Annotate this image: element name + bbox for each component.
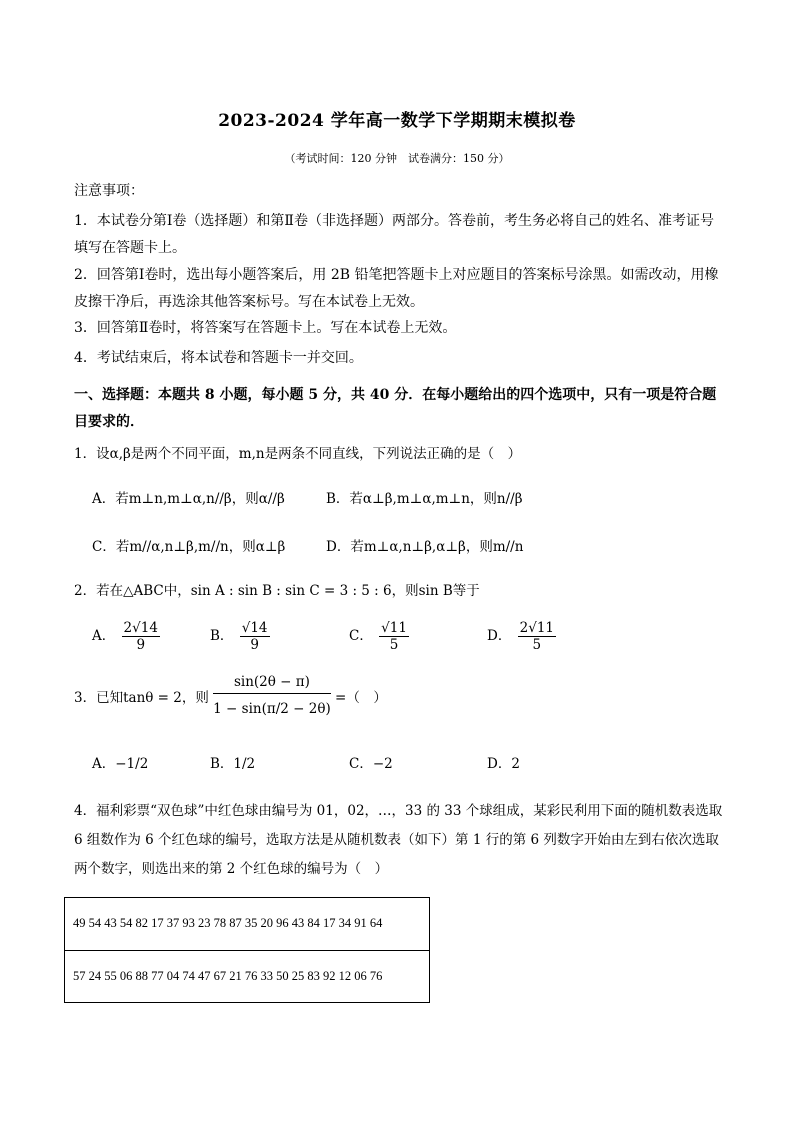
- question-3-option-b: B．1/2: [210, 756, 256, 772]
- question-3-option-c: C．−2: [349, 756, 393, 772]
- question-2-option-b: [210, 620, 272, 653]
- question-3-fraction: [213, 673, 331, 724]
- random-number-table: [64, 897, 430, 1003]
- question-2-option-a: [92, 620, 162, 653]
- denominator: 5: [389, 637, 399, 653]
- denominator: 1 − sin(π/2 − 2θ): [213, 701, 331, 717]
- option-label: B．: [210, 628, 234, 644]
- fraction: [240, 620, 270, 653]
- question-2-option-c: [349, 620, 411, 653]
- option-label: C．: [349, 628, 373, 644]
- notes-heading: 注意事项：: [74, 183, 144, 199]
- question-1-option-c: C．若m//α,n⊥β,m//n，则α⊥β: [92, 539, 286, 555]
- table-row: 49 54 43 54 82 17 37 93 23 78 87 35 20 96 43 84 17 34 91 64: [73, 916, 383, 930]
- numerator: 2√14: [123, 620, 158, 636]
- note-item-4: 4．考试结束后，将本试卷和答题卡一并交回。: [74, 350, 363, 366]
- numerator: √14: [241, 620, 268, 636]
- exam-title: 2023-2024 学年高一数学下学期期末模拟卷: [218, 111, 576, 131]
- question-1-option-a: A．若m⊥n,m⊥α,n//β，则α//β: [92, 491, 285, 507]
- option-label: A．: [92, 628, 116, 644]
- question-3-option-a: A．−1/2: [92, 756, 149, 772]
- exam-subtitle: （考试时间：120 分钟 试卷满分：150 分）: [284, 152, 510, 165]
- fraction: [122, 620, 160, 653]
- option-label: D．: [487, 628, 512, 644]
- question-1-option-b: B．若α⊥β,m⊥α,m⊥n，则n//β: [326, 491, 523, 507]
- note-item-3: 3．回答第Ⅱ卷时，将答案写在答题卡上。写在本试卷上无效。: [74, 320, 457, 336]
- question-2-stem: 2．若在△ABC中，sin A : sin B : sin C = 3 : 5 : 6，则sin B等于: [74, 583, 480, 599]
- question-3-option-d: D．2: [487, 756, 520, 772]
- question-3-suffix: =（ ）: [335, 690, 387, 706]
- question-1-option-d: D．若m⊥α,n⊥β,α⊥β，则m//n: [326, 539, 524, 555]
- numerator: 2√11: [519, 620, 554, 636]
- question-3-prefix: 3．已知tanθ = 2，则: [74, 690, 209, 706]
- denominator: 9: [250, 637, 259, 653]
- section-heading: 一、选择题：本题共 8 小题，每小题 5 分，共 40 分．在每小题给出的四个选项中，只有一项是符合题目要求的．: [74, 387, 717, 430]
- numerator: √11: [381, 620, 407, 636]
- question-1-stem: 1．设α,β是两个不同平面，m,n是两条不同直线，下列说法正确的是（ ）: [74, 446, 522, 462]
- note-item-1: 1．本试卷分第Ⅰ卷（选择题）和第Ⅱ卷（非选择题）两部分。答卷前，考生务必将自己的姓名、准考证号填写在答题卡上。: [74, 213, 714, 256]
- question-3-stem: [74, 673, 387, 724]
- question-2-option-d: [487, 620, 558, 653]
- fraction: [518, 620, 556, 653]
- note-item-2: 2．回答第Ⅰ卷时，选出每小题答案后，用 2B 铅笔把答题卡上对应题目的答案标号涂黑。如需改动，用橡皮擦干净后，再选涂其他答案标号。写在本试卷上无效。: [74, 267, 719, 310]
- numerator: sin(2θ − π): [213, 673, 331, 694]
- denominator: 5: [532, 637, 542, 653]
- denominator: 9: [136, 637, 146, 653]
- fraction: [379, 620, 409, 653]
- table-row: 57 24 55 06 88 77 04 74 47 67 21 76 33 50 25 83 92 12 06 76: [65, 950, 429, 1003]
- question-4-stem: 4．福利彩票“双色球”中红色球由编号为 01，02，…，33 的 33 个球组成，某彩民利用下面的随机数表选取 6 组数作为 6 个红色球的编号，选取方法是从随机数表（如下）第 1 行的第 6 列数字开始由左到右依次选取两个数字，则选出来的第 2 个红色球的编号为（ ）: [74, 803, 723, 877]
